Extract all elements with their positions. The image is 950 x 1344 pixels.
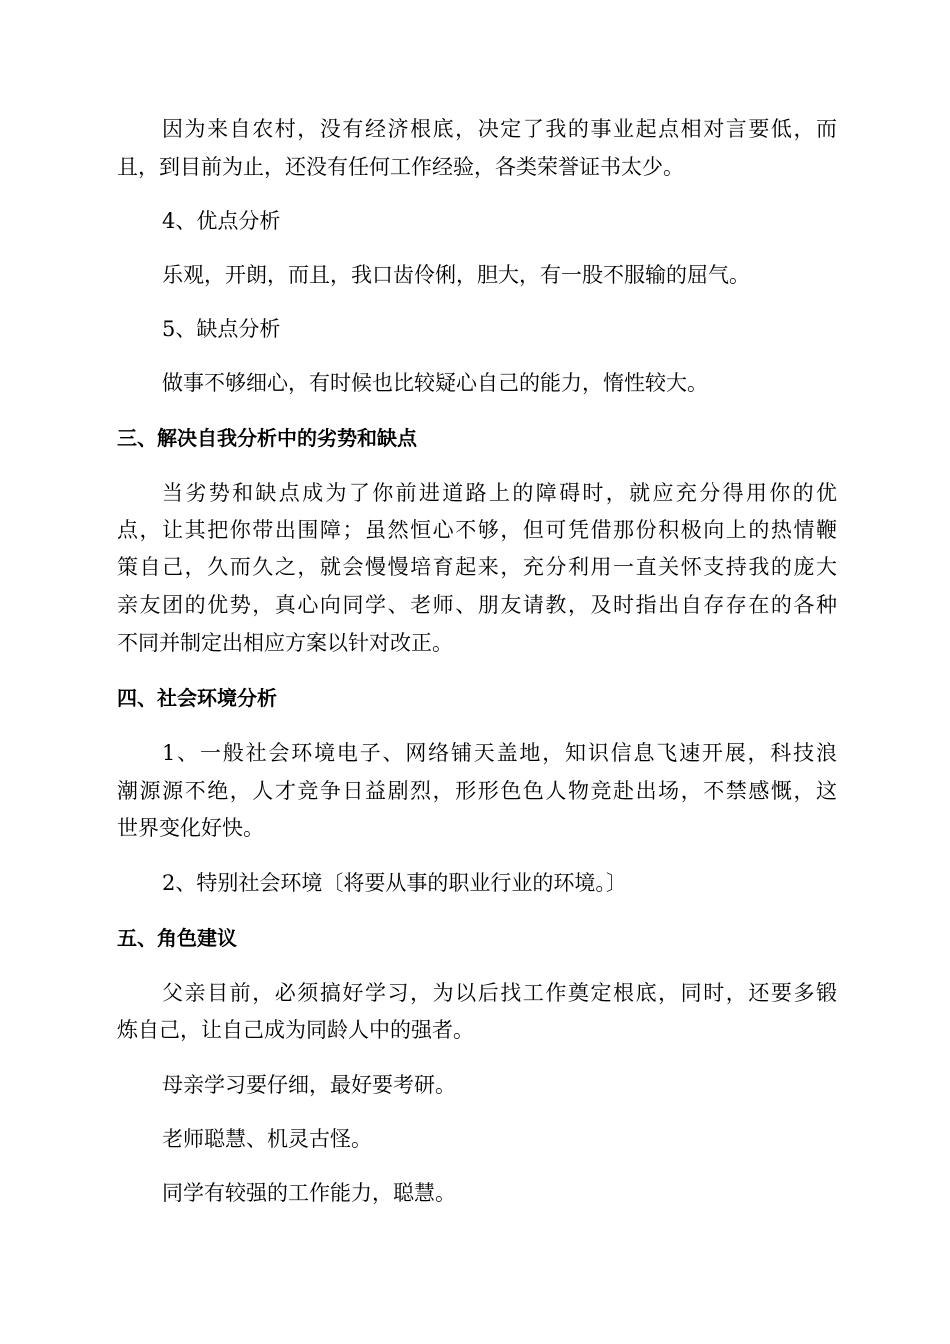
paragraph-line: 当劣势和缺点成为了你前进道路上的障碍时，就应充分得用你的优	[162, 481, 837, 505]
list-item-heading: 5、缺点分析	[162, 317, 281, 341]
paragraph-line: 因为来自农村，没有经济根底，决定了我的事业起点相对言要低，而	[162, 117, 837, 141]
section-heading: 四、社会环境分析	[117, 686, 277, 710]
paragraph-line: 母亲学习要仔细，最好要考研。	[162, 1073, 456, 1097]
paragraph-line: 乐观，开朗，而且，我口齿伶俐，胆大，有一股不服输的屈气。	[162, 263, 750, 287]
paragraph-line: 老师聪慧、机灵古怪。	[162, 1127, 372, 1151]
paragraph-line: 亲友团的优势，真心向同学、老师、朋友请教，及时指出自存存在的各种	[117, 593, 837, 617]
paragraph-line: 不同并制定出相应方案以针对改正。	[117, 631, 453, 655]
section-heading: 三、解决自我分析中的劣势和缺点	[117, 426, 417, 450]
paragraph-line: 父亲目前，必须搞好学习，为以后找工作奠定根底，同时，还要多锻	[162, 981, 837, 1005]
paragraph-line: 做事不够细心，有时候也比较疑心自己的能力，惰性较大。	[162, 371, 708, 395]
list-item-heading: 4、优点分析	[162, 209, 281, 233]
paragraph-line: 点，让其把你带出围障；虽然恒心不够，但可凭借那份积极向上的热情鞭	[117, 518, 837, 542]
paragraph-line: 1、一般社会环境电子、网络铺天盖地，知识信息飞速开展，科技浪	[162, 741, 837, 765]
paragraph-line: 炼自己，让自己成为同龄人中的强者。	[117, 1018, 474, 1042]
paragraph-line: 2、特别社会环境〔将要从事的职业行业的环境。〕	[162, 871, 627, 895]
paragraph-line: 同学有较强的工作能力，聪慧。	[162, 1181, 456, 1205]
paragraph-line: 且，到目前为止，还没有任何工作经验，各类荣誉证书太少。	[117, 155, 684, 179]
section-heading: 五、角色建议	[117, 926, 237, 950]
paragraph-line: 潮源源不绝，人才竞争日益剧烈，形形色色人物竞赴出场，不禁感慨，这	[117, 779, 837, 803]
paragraph-line: 世界变化好快。	[117, 816, 264, 840]
paragraph-line: 策自己，久而久之，就会慢慢培育起来，充分利用一直关怀支持我的庞大	[117, 555, 837, 579]
